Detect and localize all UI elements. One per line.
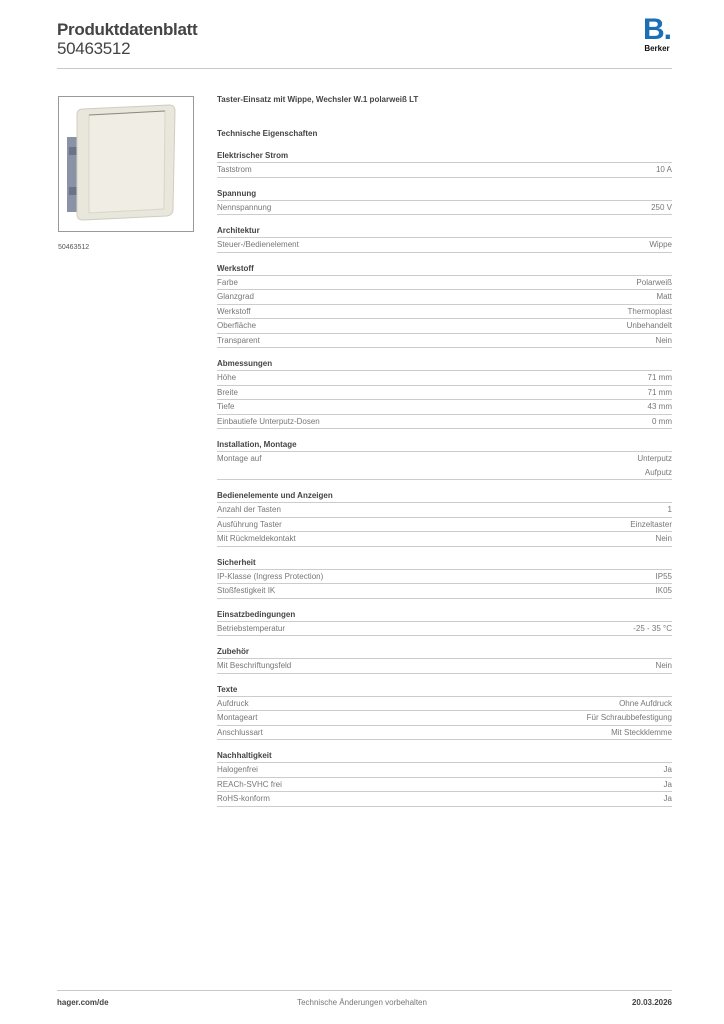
spec-value: Nein	[655, 335, 672, 345]
spec-section	[217, 149, 672, 178]
section-title: Bedienelemente und Anzeigen	[217, 489, 672, 503]
section-title: Zubehör	[217, 645, 672, 659]
spec-row	[217, 532, 672, 547]
spec-row	[217, 334, 672, 349]
spec-label: Glanzgrad	[217, 292, 254, 301]
spec-label: Mit Rückmeldekontakt	[217, 534, 296, 543]
spec-value: -25 - 35 °C	[633, 623, 672, 633]
spec-row	[217, 570, 672, 585]
spec-row	[217, 163, 672, 178]
spec-label: Halogenfrei	[217, 765, 258, 774]
spec-row	[217, 584, 672, 599]
spec-value: Einzeltaster	[630, 519, 672, 529]
spec-label: Montage auf	[217, 454, 262, 463]
spec-row	[217, 452, 672, 480]
spec-value: 1	[667, 505, 672, 514]
spec-sections	[217, 149, 672, 807]
spec-value: Ja	[663, 765, 672, 774]
spec-label: Höhe	[217, 373, 237, 382]
spec-label: Aufdruck	[217, 698, 249, 708]
section-title: Werkstoff	[217, 262, 672, 276]
spec-section	[217, 262, 672, 349]
spec-label: Anschlussart	[217, 727, 263, 737]
product-number: 50463512	[57, 39, 131, 58]
spec-label: Tiefe	[217, 402, 235, 411]
spec-label: Montageart	[217, 713, 258, 722]
spec-section	[217, 556, 672, 599]
spec-value: Mit Steckklemme	[611, 727, 672, 737]
spec-value: Matt	[656, 292, 672, 301]
spec-row	[217, 726, 672, 741]
spec-value: Nein	[655, 534, 672, 543]
section-title: Einsatzbedingungen	[217, 608, 672, 622]
spec-content	[217, 95, 672, 807]
spec-row	[217, 386, 672, 401]
spec-row	[217, 400, 672, 415]
spec-label: RoHS-konform	[217, 794, 270, 803]
spec-section	[217, 224, 672, 253]
spec-row	[217, 792, 672, 807]
logo-mark: B.	[643, 13, 671, 46]
spec-row	[217, 276, 672, 291]
section-title: Abmessungen	[217, 357, 672, 371]
spec-row	[217, 503, 672, 518]
logo-text: Berker	[644, 44, 670, 53]
spec-section	[217, 749, 672, 807]
product-image	[58, 96, 194, 232]
spec-row	[217, 763, 672, 778]
spec-value: 43 mm	[647, 402, 672, 411]
spec-label: Nennspannung	[217, 202, 272, 212]
spec-section	[217, 645, 672, 674]
spec-row	[217, 518, 672, 533]
spec-value: IK05	[655, 586, 672, 595]
spec-label: Breite	[217, 387, 238, 397]
spec-row	[217, 659, 672, 674]
section-title: Architektur	[217, 224, 672, 238]
spec-section	[217, 608, 672, 637]
spec-row	[217, 371, 672, 386]
spec-row	[217, 415, 672, 430]
spec-value: Ohne Aufdruck	[619, 698, 672, 708]
spec-row	[217, 711, 672, 726]
section-title: Installation, Montage	[217, 438, 672, 452]
footer-disclaimer: Technische Änderungen vorbehalten	[297, 998, 427, 1007]
spec-value: 71 mm	[647, 387, 672, 397]
spec-row	[217, 238, 672, 253]
spec-value: Nein	[655, 661, 672, 670]
section-title: Texte	[217, 683, 672, 697]
section-title: Elektrischer Strom	[217, 149, 672, 163]
spec-value: 71 mm	[647, 373, 672, 382]
footer-date: 20.03.2026	[631, 998, 672, 1007]
spec-row	[217, 697, 672, 712]
spec-label: Stoßfestigkeit IK	[217, 586, 276, 595]
spec-value: 10 A	[655, 165, 672, 174]
spec-value: Ja	[663, 794, 672, 803]
spec-label: Taststrom	[217, 165, 252, 174]
spec-value: Unbehandelt	[626, 321, 672, 330]
tech-heading: Technische Eigenschaften	[217, 129, 318, 138]
spec-row	[217, 201, 672, 216]
section-title: Nachhaltigkeit	[217, 749, 672, 763]
spec-label: Werkstoff	[217, 306, 251, 316]
spec-section	[217, 683, 672, 741]
image-caption: 50463512	[58, 244, 90, 251]
spec-section	[217, 438, 672, 480]
footer-website-link[interactable]: hager.com/de	[57, 998, 109, 1007]
spec-label: IP-Klasse (Ingress Protection)	[217, 571, 324, 581]
section-title: Sicherheit	[217, 556, 672, 570]
spec-label: Steuer-/Bedienelement	[217, 240, 299, 249]
header-divider	[57, 68, 672, 69]
spec-label: Anzahl der Tasten	[217, 505, 281, 514]
spec-label: Mit Beschriftungsfeld	[217, 661, 292, 670]
spec-value: 0 mm	[652, 416, 672, 426]
spec-row	[217, 319, 672, 334]
spec-value: Polarweiß	[636, 277, 672, 287]
spec-value: Thermoplast	[627, 306, 672, 316]
product-name: Taster-Einsatz mit Wippe, Wechsler W.1 polarweiß LT	[217, 95, 419, 104]
spec-label: Ausführung Taster	[217, 519, 282, 529]
berker-logo	[640, 13, 674, 54]
page-title: Produktdatenblatt	[57, 20, 198, 39]
spec-label: Farbe	[217, 277, 238, 287]
spec-row	[217, 290, 672, 305]
spec-value: Unterputz Aufputz	[637, 454, 672, 477]
spec-section	[217, 489, 672, 547]
spec-value: Für Schraubbefestigung	[586, 713, 672, 722]
footer-divider	[57, 990, 672, 991]
spec-label: REACh-SVHC frei	[217, 779, 282, 789]
spec-label: Transparent	[217, 335, 260, 345]
spec-row	[217, 778, 672, 793]
section-title: Spannung	[217, 187, 672, 201]
spec-label: Einbautiefe Unterputz-Dosen	[217, 416, 320, 426]
spec-value: Wippe	[649, 240, 672, 249]
spec-section	[217, 357, 672, 429]
spec-label: Oberfläche	[217, 321, 257, 330]
spec-value: 250 V	[651, 202, 672, 212]
spec-row	[217, 622, 672, 637]
spec-row	[217, 305, 672, 320]
spec-section	[217, 187, 672, 216]
spec-value: Ja	[663, 779, 672, 789]
spec-value: IP55	[655, 571, 672, 581]
spec-label: Betriebstemperatur	[217, 623, 286, 633]
